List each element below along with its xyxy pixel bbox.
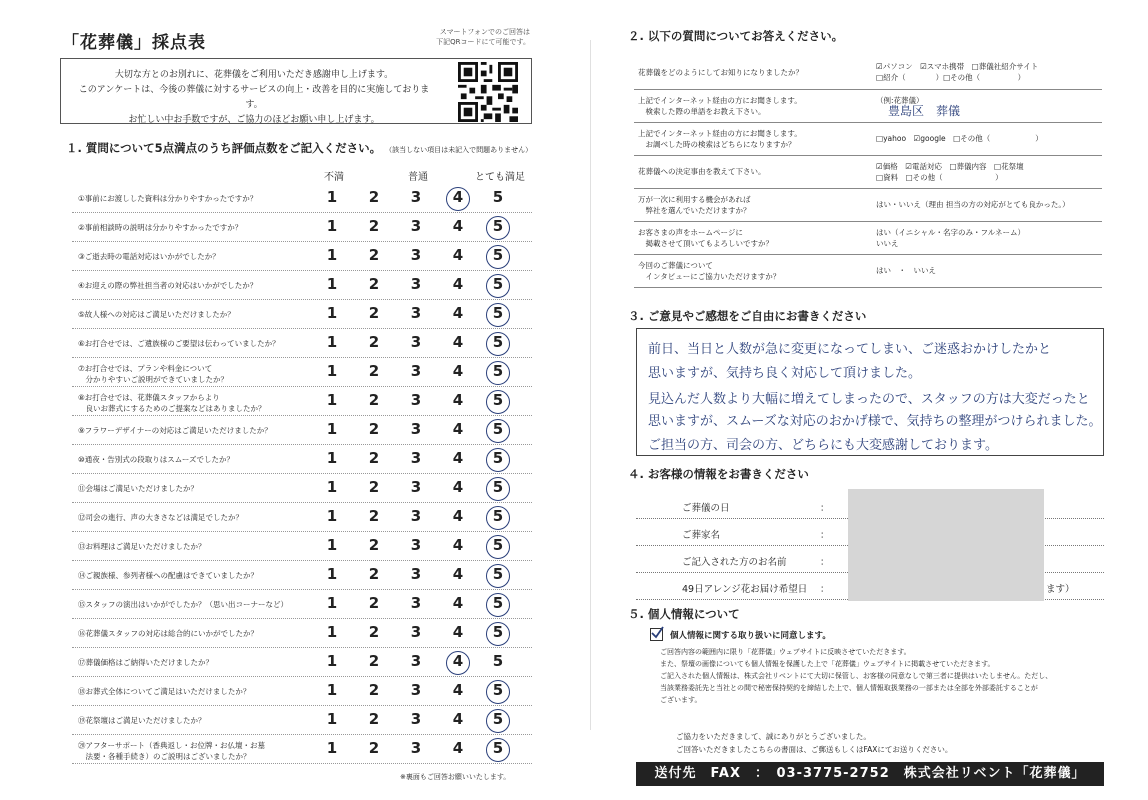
score-option[interactable]: 1 [326,681,338,699]
free-comment-line: 思いますが、スムーズな対応のおかげ様で、気持ちの整理がつけられました。 [648,414,1102,429]
score-option[interactable]: 2 [368,304,380,322]
selected-score-circle [486,709,510,733]
score-option[interactable]: 4 [452,507,464,525]
score-option[interactable]: 3 [410,246,422,264]
selected-score-circle [486,419,510,443]
info-colon: ： [820,503,830,514]
section3-title: ３. ご意見やご感想をご自由にお書きください [628,309,867,323]
score-option[interactable]: 1 [326,565,338,583]
score-option[interactable]: 3 [410,739,422,757]
question-text: ⑥お打合せでは、ご遺族様のご要望は伝わっていましたか？ [78,339,280,348]
score-option[interactable]: 1 [326,507,338,525]
selected-score-circle [486,216,510,240]
question-text: ⑭ご親族様、参列者様への配慮はできていましたか？ [78,571,258,580]
score-option[interactable]: 2 [368,710,380,728]
score-option[interactable]: 1 [326,420,338,438]
rating-row [72,329,532,358]
rating-row [72,619,532,648]
section5-title: ５. 個人情報について [628,607,740,621]
question-text: ⑩通夜・告別式の段取りはスムーズでしたか？ [78,455,234,464]
row-divider [72,763,532,764]
score-option[interactable]: 3 [410,594,422,612]
rating-row [72,184,532,213]
score-option[interactable]: 5 [492,391,504,409]
score-option[interactable]: 5 [492,188,504,206]
info-label: ご葬儀の日 [682,503,730,514]
rating-row [72,590,532,619]
question-cell: 万が一次に利用する機会があれば 弊社を選んでいただけますか？ [634,188,872,221]
score-option[interactable]: 4 [452,362,464,380]
question-row [634,89,1102,122]
score-option[interactable]: 4 [452,188,464,206]
score-option[interactable]: 5 [492,217,504,235]
info-label: ご記入された方のお名前 [682,557,787,568]
question-text: ①事前にお渡しした資料は分かりやすかったですか？ [78,194,258,203]
score-option[interactable]: 4 [452,420,464,438]
rating-row [72,735,532,764]
free-comment-line: 前日、当日と人数が急に変更になってしまい、ご迷惑おかけしたかと [648,342,1052,357]
rating-row [72,242,532,271]
score-option[interactable]: 5 [492,536,504,554]
rating-row [72,503,532,532]
check-mark-icon [650,626,664,640]
question-text: ⑮スタッフの演出はいかがでしたか？（思い出コーナーなど） [78,600,288,609]
score-option[interactable]: 1 [326,391,338,409]
scale-label-mid: 普通 [408,172,428,183]
question-row [634,254,1102,287]
score-option[interactable]: 5 [492,623,504,641]
answer-cell[interactable]: □yahoo ☑google □その他（ ） [872,122,1102,155]
question-text: ④お迎えの際の弊社担当者の対応はいかがでしたか？ [78,281,258,290]
question-text: ⑬お料理はご満足いただけましたか？ [78,542,206,551]
selected-score-circle [486,361,510,385]
score-option[interactable]: 2 [368,420,380,438]
qr-code-icon [458,62,518,122]
score-option[interactable]: 2 [368,565,380,583]
question-row [634,221,1102,254]
thanks-text: ご協力をいただきまして、誠にありがとうございました。 ご回答いただきましたこちらの書面は、ご郵送もしくはFAXにてお送りください。 [676,732,953,754]
score-option[interactable]: 5 [492,681,504,699]
selected-score-circle [486,390,510,414]
question-row [634,155,1102,188]
rating-row [72,213,532,242]
rating-row [72,387,532,416]
score-option[interactable]: 4 [452,275,464,293]
score-option[interactable]: 2 [368,362,380,380]
agree-label: 個人情報に関する取り扱いに同意します。 [670,631,831,641]
score-option[interactable]: 1 [326,536,338,554]
score-option[interactable]: 3 [410,362,422,380]
question-cell: 花葬儀をどのようにしてお知りになりましたか？ [634,56,872,89]
question-text: ⑨フラワーデザイナーの対応はご満足いただけましたか？ [78,426,272,435]
score-option[interactable]: 3 [410,217,422,235]
score-option[interactable]: 3 [410,304,422,322]
question-row [634,188,1102,221]
selected-score-circle [486,245,510,269]
score-option[interactable]: 2 [368,391,380,409]
score-option[interactable]: 2 [368,478,380,496]
score-option[interactable]: 2 [368,246,380,264]
score-option[interactable]: 2 [368,507,380,525]
score-option[interactable]: 2 [368,681,380,699]
section1-title: １. 質問について5点満点のうち評価点数をご記入ください。 （該当しない項目は未記入で問題ありません） [66,141,533,155]
selected-score-circle [446,651,470,675]
question-table [634,56,1102,288]
selected-score-circle [486,332,510,356]
score-option[interactable]: 5 [492,304,504,322]
selected-score-circle [486,535,510,559]
score-option[interactable]: 1 [326,623,338,641]
rating-row [72,358,532,387]
question-text: ②事前相談時の説明は分かりやすかったですか？ [78,223,243,232]
question-text: ③ご逝去時の電話対応はいかがでしたか？ [78,252,220,261]
score-option[interactable]: 5 [492,507,504,525]
free-comment-line: ご担当の方、司会の方、どちらにも大変感謝しております。 [648,438,998,453]
score-option[interactable]: 1 [326,449,338,467]
score-option[interactable]: 3 [410,710,422,728]
rating-row [72,445,532,474]
score-option[interactable]: 5 [492,594,504,612]
selected-score-circle [486,622,510,646]
question-cell: 上記でインターネット経由の方にお聞きします。 お調べした時の検索はどちらになりますか？ [634,122,872,155]
score-option[interactable]: 2 [368,739,380,757]
intro-text: 大切な方とのお別れに、花葬儀をご利用いただき感謝申し上げます。 このアンケートは、今後の葬儀に対するサービスの向上・改善を目的に実施しております。 お忙しい中お手数ですが、ご協力のほどお願い申し上げます。 [78,70,430,125]
question-cell: お客さまの声をホームページに 掲載させて頂いてもよろしいですか？ [634,221,872,254]
score-option[interactable]: 4 [452,246,464,264]
question-cell: 今回のご葬儀について インタビューにご協力いただけますか？ [634,254,872,287]
rating-row [72,561,532,590]
score-option[interactable]: 3 [410,478,422,496]
score-option[interactable]: 2 [368,536,380,554]
selected-score-circle [486,448,510,472]
score-option[interactable]: 1 [326,739,338,757]
question-text: ⑱お葬式全体についてご満足はいただけましたか？ [78,687,251,696]
score-option[interactable]: 2 [368,333,380,351]
privacy-text: ご回答内容の範囲内に限り「花葬儀」ウェブサイトに反映させていただきます。 また、祭壇の画像についても個人情報を保護した上で「花葬儀」ウェブサイトに掲載させていただきます。 ご記入された個人情報は、株式会社リベントにて大切に保管し、お客様の同意なしで第三者に提供はいたしません。ただし、 当該業務委託先と当社との間で秘密保持契約を締結した上で、個人情報取扱業務の一部または全部を外部委託することが ございます。 [660,648,1053,704]
score-option[interactable]: 5 [492,739,504,757]
score-option[interactable]: 4 [452,565,464,583]
redacted-area [848,489,1044,601]
score-option[interactable]: 5 [492,710,504,728]
question-text: ⑦お打合せでは、プランや料金について 分かりやすいご説明ができていましたか？ [78,364,228,384]
info-label: ご葬家名 [682,530,721,541]
score-option[interactable]: 4 [452,391,464,409]
rating-row [72,532,532,561]
answer-cell[interactable]: （例:花葬儀） 豊島区 葬儀 [872,89,1102,122]
free-comment-line: 見込んだ人数より大幅に増えてしまったので、スタッフの方は大変だったと [648,392,1090,407]
score-option[interactable]: 4 [452,710,464,728]
question-text: ⑤故人様への対応はご満足いただけましたか？ [78,310,235,319]
score-option[interactable]: 2 [368,594,380,612]
rating-row [72,648,532,677]
question-row [634,122,1102,155]
rating-row [72,271,532,300]
info-suffix: ます） [1046,584,1075,595]
answer-cell[interactable]: はい ・ いいえ [872,254,1102,287]
score-option[interactable]: 3 [410,449,422,467]
scale-label-low: 不満 [324,172,344,183]
score-option[interactable]: 3 [410,536,422,554]
page-divider [590,40,591,730]
selected-score-circle [486,738,510,762]
agree-checkbox[interactable] [650,628,663,641]
info-colon: ： [820,557,830,568]
question-text: ⑪会場はご満足いただけましたか？ [78,484,198,493]
score-option[interactable]: 2 [368,623,380,641]
score-option[interactable]: 2 [368,188,380,206]
score-option[interactable]: 3 [410,391,422,409]
score-option[interactable]: 5 [492,420,504,438]
question-text: ⑧お打合せでは、花葬儀スタッフからより 良いお葬式にするためのご提案などはありましたか？ [78,393,266,413]
score-option[interactable]: 4 [452,217,464,235]
score-option[interactable]: 3 [410,565,422,583]
score-option[interactable]: 1 [326,275,338,293]
form-title: 「花葬儀」採点表 [62,33,206,53]
answer-cell[interactable]: ☑価格 ☑電話対応 □葬儀内容 □花祭壇 □資料 □その他（ ） [872,155,1102,188]
rating-row [72,677,532,706]
back-note: ※裏面もご回答お願いいたします。 [400,773,511,781]
score-option[interactable]: 1 [326,246,338,264]
score-option[interactable]: 2 [368,652,380,670]
selected-score-circle [486,564,510,588]
score-option[interactable]: 4 [452,449,464,467]
question-text: ⑳アフターサポート（香典返し・お位牌・お仏壇・お墓 法要・各種手続き）のご説明はございましたか？ [78,741,265,761]
score-option[interactable]: 1 [326,594,338,612]
score-option[interactable]: 2 [368,217,380,235]
score-option[interactable]: 4 [452,536,464,554]
score-option[interactable]: 1 [326,333,338,351]
score-option[interactable]: 4 [452,594,464,612]
selected-score-circle [486,680,510,704]
fax-footer: 送付先 FAX ： 03-3775-2752 株式会社リベント「花葬儀」 [636,762,1104,786]
score-option[interactable]: 4 [452,623,464,641]
score-option[interactable]: 5 [492,362,504,380]
score-option[interactable]: 5 [492,275,504,293]
info-label: 49日アレンジ花お届け希望日 [682,584,808,595]
rating-row [72,416,532,445]
score-option[interactable]: 3 [410,188,422,206]
qr-note: スマートフォンでのご回答は 下記QRコードにて可能です。 [436,28,530,46]
score-option[interactable]: 3 [410,681,422,699]
question-cell: 上記でインターネット経由の方にお聞きします。 検索した際の単語をお教え下さい。 [634,89,872,122]
score-option[interactable]: 2 [368,449,380,467]
score-option[interactable]: 1 [326,478,338,496]
section2-title: ２. 以下の質問についてお答えください。 [628,29,844,43]
score-option[interactable]: 5 [492,652,504,670]
info-colon: ： [820,584,830,595]
info-colon: ： [820,530,830,541]
score-option[interactable]: 5 [492,246,504,264]
score-option[interactable]: 3 [410,420,422,438]
question-text: ⑲花祭壇はご満足いただけましたか？ [78,716,206,725]
question-text: ⑫司会の進行、声の大きさなどは満足でしたか？ [78,513,243,522]
rating-row [72,300,532,329]
score-option[interactable]: 3 [410,507,422,525]
score-option[interactable]: 1 [326,710,338,728]
score-option[interactable]: 1 [326,652,338,670]
score-option[interactable]: 1 [326,188,338,206]
question-row [634,56,1102,89]
question-text: ⑯花葬儀スタッフの対応は総合的にいかがでしたか？ [78,629,258,638]
score-option[interactable]: 1 [326,362,338,380]
section4-title: ４. お客様の情報をお書きください [628,467,809,481]
score-option[interactable]: 3 [410,333,422,351]
selected-score-circle [486,593,510,617]
answer-cell[interactable]: はい・いいえ（理由 担当の方の対応がとても良かった。） [872,188,1102,221]
score-option[interactable]: 4 [452,478,464,496]
score-option[interactable]: 5 [492,449,504,467]
score-option[interactable]: 5 [492,565,504,583]
rating-row [72,474,532,503]
answer-cell[interactable]: はい（イニシャル・名字のみ・フルネーム） いいえ [872,221,1102,254]
score-option[interactable]: 5 [492,333,504,351]
selected-score-circle [486,477,510,501]
score-option[interactable]: 2 [368,275,380,293]
score-option[interactable]: 4 [452,652,464,670]
selected-score-circle [486,303,510,327]
score-option[interactable]: 3 [410,623,422,641]
rating-row [72,706,532,735]
score-option[interactable]: 5 [492,478,504,496]
score-option[interactable]: 3 [410,652,422,670]
selected-score-circle [446,187,470,211]
score-option[interactable]: 4 [452,739,464,757]
question-cell: 花葬儀への決定事由を教えて下さい。 [634,155,872,188]
score-option[interactable]: 3 [410,275,422,293]
score-option[interactable]: 1 [326,304,338,322]
selected-score-circle [486,506,510,530]
score-option[interactable]: 4 [452,304,464,322]
selected-score-circle [486,274,510,298]
free-comment-line: 思いますが、気持ち良く対応して頂けました。 [648,366,922,381]
score-option[interactable]: 4 [452,333,464,351]
score-option[interactable]: 1 [326,217,338,235]
question-text: ⑰葬儀価格はご納得いただけましたか？ [78,658,213,667]
answer-cell[interactable]: ☑パソコン ☑スマホ携帯 □葬儀社紹介サイト □紹介（ ）□その他（ ） [872,56,1102,89]
score-option[interactable]: 4 [452,681,464,699]
scale-label-high: とても満足 [475,172,525,183]
